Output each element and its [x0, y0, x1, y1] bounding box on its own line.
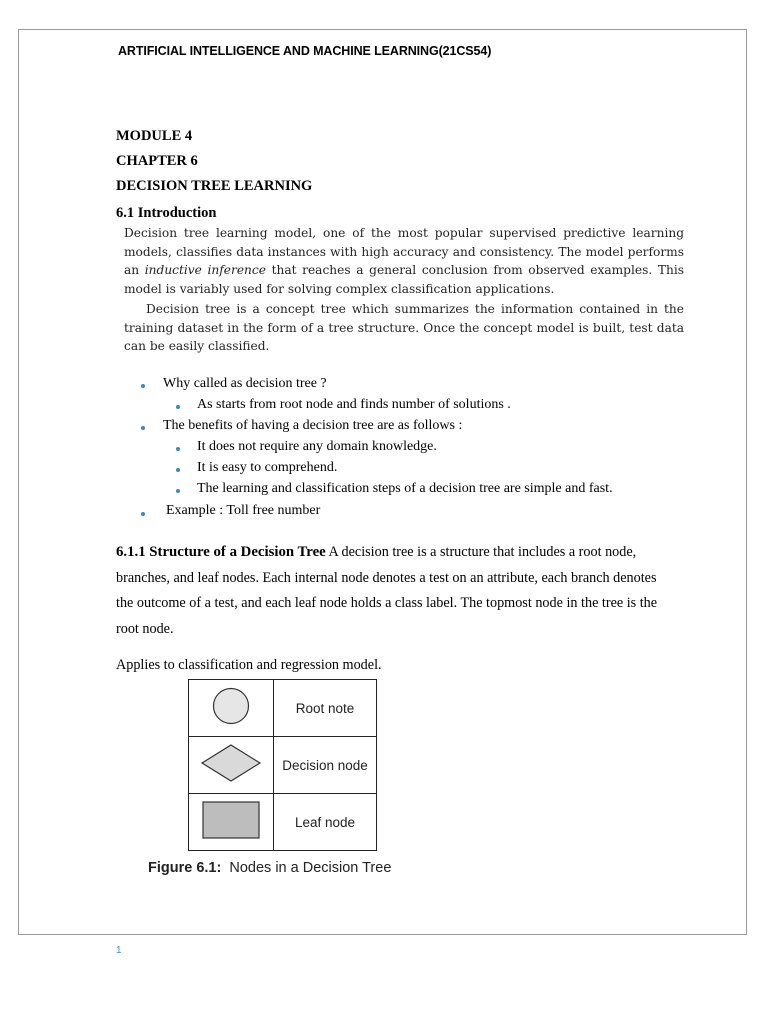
bullet-dot: [176, 447, 180, 451]
diamond-node-icon: [200, 743, 262, 783]
intro-paragraph-2: Decision tree is a concept tree which summarizes the information contained in the training dataset in the form of a tree structure. Once the concept model is built, test data can be easily classified.: [124, 302, 684, 353]
rectangle-node-icon: [201, 800, 261, 840]
figure-label-leaf: Leaf node: [274, 794, 377, 851]
structure-paragraph: 6.1.1 Structure of a Decision Tree A decision tree is a structure that includes a root node, branches, and leaf nodes. Each internal node denotes a test on an attribute, each branch denotes the outcome of a test, and each leaf node holds a class label. The topmost node in the tree is the root node.: [116, 544, 658, 637]
bullet-dot: [176, 489, 180, 493]
figure-row-root: [189, 680, 377, 737]
circle-node-icon: [211, 686, 251, 726]
module-heading: MODULE 4: [116, 128, 193, 144]
bullet-dot: [141, 384, 145, 388]
bullet-dot: [176, 468, 180, 472]
figure-label-root: Root note: [274, 680, 377, 737]
figure-row-decision: [189, 737, 377, 794]
figure-shape-cell: [189, 737, 274, 794]
node-types-figure: [188, 679, 377, 851]
bullet-item: Why called as decision tree ?: [163, 376, 327, 392]
bullet-dot: [141, 426, 145, 430]
structure-heading: 6.1.1 Structure of a Decision Tree: [116, 544, 326, 560]
figure-label-decision: Decision node: [274, 737, 377, 794]
page-number: 1: [116, 945, 122, 956]
sub-bullet-item: As starts from root node and finds number of solutions .: [197, 397, 511, 413]
figure-shape-cell: [189, 680, 274, 737]
sub-bullet-item: It is easy to comprehend.: [197, 460, 337, 476]
bullet-dot: [176, 405, 180, 409]
figure-row-leaf: [189, 794, 377, 851]
figure-caption: Figure 6.1: Nodes in a Decision Tree: [148, 860, 392, 876]
running-header: ARTIFICIAL INTELLIGENCE AND MACHINE LEARNING(21CS54): [118, 44, 492, 58]
intro-scan: [124, 224, 684, 356]
bullet-dot: [141, 512, 145, 516]
section-heading: 6.1 Introduction: [116, 205, 217, 221]
chapter-title: DECISION TREE LEARNING: [116, 178, 313, 194]
chapter-heading: CHAPTER 6: [116, 153, 198, 169]
bullet-item: The benefits of having a decision tree are as follows :: [163, 418, 462, 434]
sub-bullet-item: The learning and classification steps of a decision tree are simple and fast.: [197, 481, 613, 497]
sub-bullet-item: It does not require any domain knowledge.: [197, 439, 437, 455]
intro-paragraph-1: Decision tree learning model, one of the most popular supervised predictive learning models, classifies data instances with high accuracy and consistency. The model performs an inductive inference that reaches a general conclusion from observed examples. This model is variably used for solving complex classification applications.: [124, 226, 685, 296]
bullet-item: Example : Toll free number: [166, 503, 320, 519]
figure-shape-cell: [189, 794, 274, 851]
applies-text: Applies to classification and regression model.: [116, 657, 382, 673]
